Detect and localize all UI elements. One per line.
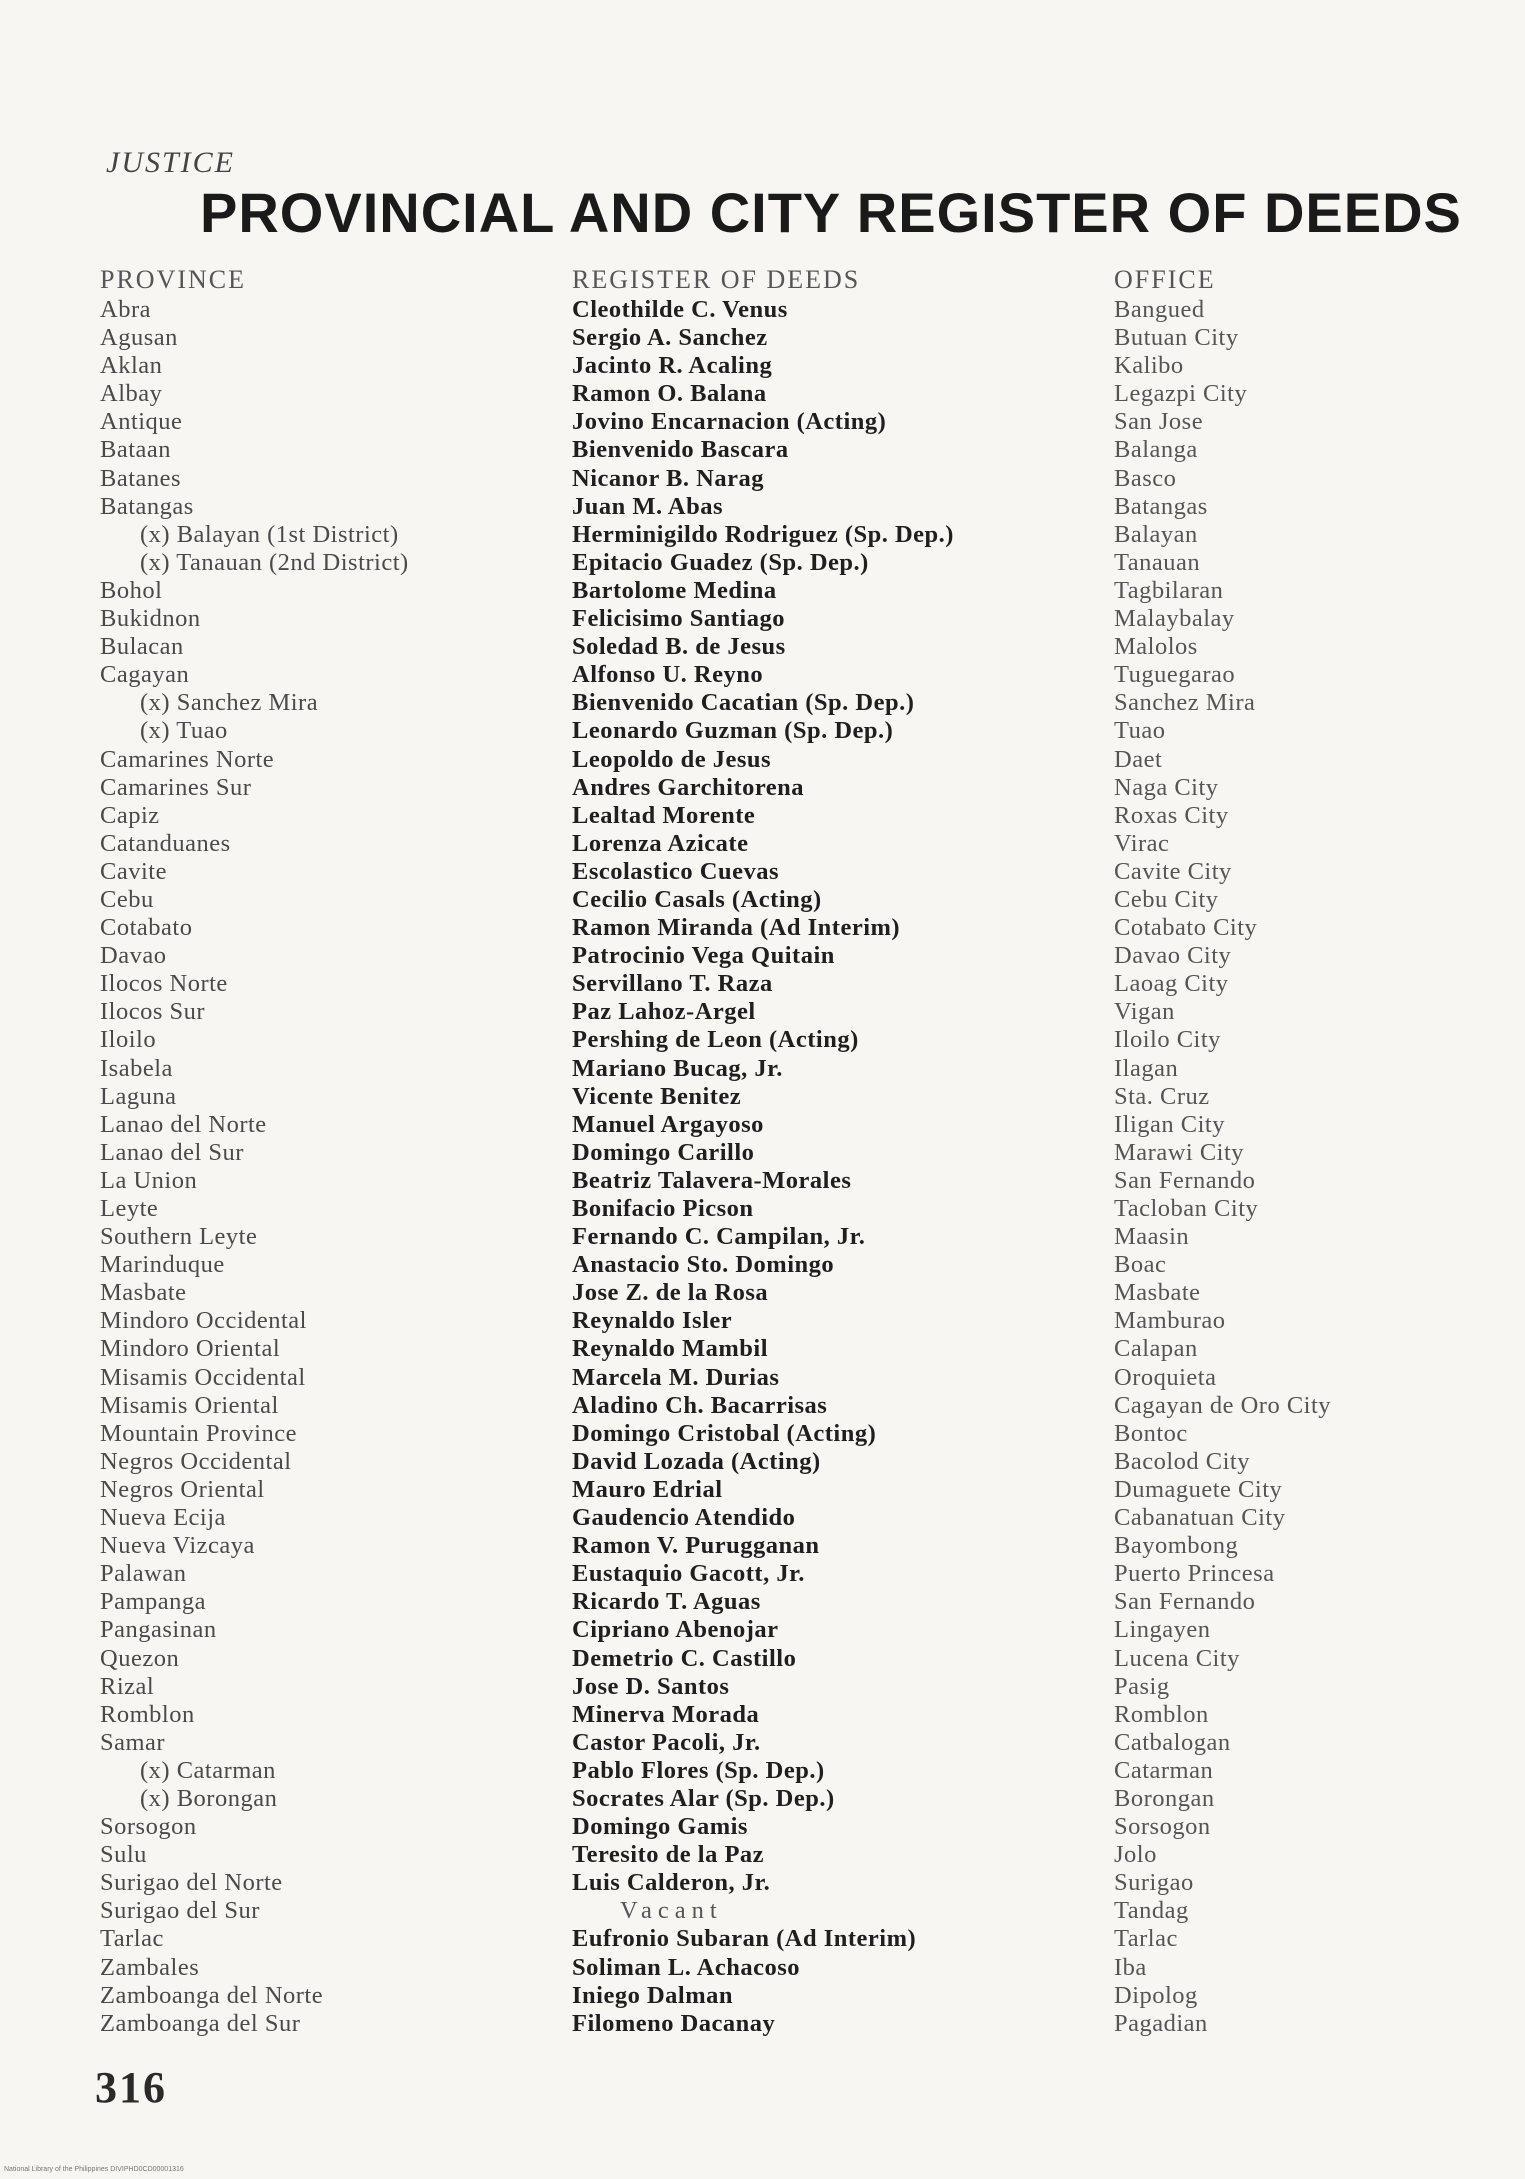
register-cell: Escolastico Cuevas bbox=[572, 857, 780, 885]
province-cell: Bohol bbox=[100, 576, 163, 604]
province-cell: Cebu bbox=[100, 885, 154, 913]
office-cell: Sanchez Mira bbox=[1114, 689, 1256, 717]
office-cell: Basco bbox=[1114, 464, 1177, 492]
register-list bbox=[572, 296, 1102, 2038]
province-cell: Negros Oriental bbox=[100, 1475, 265, 1503]
office-cell: Malaybalay bbox=[1114, 605, 1235, 633]
province-cell: Masbate bbox=[100, 1279, 187, 1307]
province-cell: Lanao del Sur bbox=[100, 1138, 244, 1166]
register-cell: Demetrio C. Castillo bbox=[572, 1644, 797, 1672]
register-cell: Leonardo Guzman (Sp. Dep.) bbox=[572, 717, 894, 745]
office-cell: Butuan City bbox=[1114, 324, 1239, 352]
register-cell: Eustaquio Gacott, Jr. bbox=[572, 1560, 805, 1588]
province-cell: (x) Balayan (1st District) bbox=[140, 520, 399, 548]
register-cell: Teresito de la Paz bbox=[572, 1841, 765, 1869]
office-cell: Romblon bbox=[1114, 1700, 1209, 1728]
office-cell: Bayombong bbox=[1114, 1532, 1239, 1560]
province-cell: Camarines Sur bbox=[100, 773, 252, 801]
office-cell: Iba bbox=[1114, 1953, 1147, 1981]
office-cell: Bangued bbox=[1114, 296, 1205, 323]
office-cell: Surigao bbox=[1114, 1869, 1194, 1897]
province-cell: Pampanga bbox=[100, 1588, 207, 1616]
office-cell: San Jose bbox=[1114, 408, 1204, 436]
province-cell: Ilocos Sur bbox=[100, 998, 206, 1026]
register-cell: Soliman L. Achacoso bbox=[572, 1953, 800, 1981]
office-cell: Balanga bbox=[1114, 436, 1198, 464]
province-cell: Aklan bbox=[100, 352, 163, 380]
office-cell: Legazpi City bbox=[1114, 380, 1248, 408]
register-cell: Cipriano Abenojar bbox=[572, 1616, 779, 1644]
office-cell: Laoag City bbox=[1114, 970, 1229, 998]
province-cell: Zambales bbox=[100, 1953, 200, 1981]
office-cell: Masbate bbox=[1114, 1279, 1201, 1307]
province-cell: Nueva Ecija bbox=[100, 1504, 226, 1532]
register-cell: Eufronio Subaran (Ad Interim) bbox=[572, 1925, 917, 1953]
register-cell: Ramon Miranda (Ad Interim) bbox=[572, 914, 901, 942]
register-cell: Jacinto R. Acaling bbox=[572, 352, 773, 380]
register-cell: Bienvenido Cacatian (Sp. Dep.) bbox=[572, 689, 915, 717]
office-cell: Tuao bbox=[1114, 717, 1166, 745]
office-list bbox=[1114, 296, 1514, 2038]
province-cell: Rizal bbox=[100, 1672, 155, 1700]
province-cell: Romblon bbox=[100, 1700, 195, 1728]
office-cell: Cotabato City bbox=[1114, 914, 1258, 942]
office-cell: Dumaguete City bbox=[1114, 1475, 1283, 1503]
province-cell: Mountain Province bbox=[100, 1419, 297, 1447]
province-cell: Ilocos Norte bbox=[100, 970, 228, 998]
register-column-header: REGISTER OF DEEDS bbox=[572, 265, 861, 294]
office-cell: Puerto Princesa bbox=[1114, 1560, 1275, 1588]
province-cell: Isabela bbox=[100, 1054, 173, 1082]
register-cell: Socrates Alar (Sp. Dep.) bbox=[572, 1784, 835, 1812]
office-column bbox=[1114, 264, 1514, 2038]
office-cell: Bacolod City bbox=[1114, 1447, 1250, 1475]
office-cell: Tandag bbox=[1114, 1897, 1189, 1925]
province-cell: Quezon bbox=[100, 1644, 180, 1672]
office-cell: Balayan bbox=[1114, 520, 1198, 548]
province-cell: Abra bbox=[100, 296, 151, 323]
office-cell: Borongan bbox=[1114, 1784, 1215, 1812]
register-cell: Soledad B. de Jesus bbox=[572, 633, 786, 661]
province-cell: Batanes bbox=[100, 464, 182, 492]
footer-note: National Library of the Philippines DIVIPHD0CD00001316 bbox=[4, 2166, 184, 2173]
province-cell: Southern Leyte bbox=[100, 1223, 258, 1251]
office-cell: Davao City bbox=[1114, 942, 1232, 970]
province-column-header: PROVINCE bbox=[100, 265, 247, 294]
office-cell: Boac bbox=[1114, 1251, 1167, 1279]
register-cell: Bartolome Medina bbox=[572, 576, 777, 604]
office-cell: Cabanatuan City bbox=[1114, 1504, 1286, 1532]
province-cell: Mindoro Occidental bbox=[100, 1307, 307, 1335]
office-cell: Lingayen bbox=[1114, 1616, 1211, 1644]
register-cell: Cleothilde C. Venus bbox=[572, 296, 788, 323]
register-cell: Pershing de Leon (Acting) bbox=[572, 1026, 859, 1054]
province-cell: Zamboanga del Sur bbox=[100, 2009, 301, 2037]
province-cell: Misamis Occidental bbox=[100, 1363, 306, 1391]
province-cell: Zamboanga del Norte bbox=[100, 1981, 324, 2009]
register-cell: Jose Z. de la Rosa bbox=[572, 1279, 769, 1307]
province-cell: Cagayan bbox=[100, 661, 190, 689]
province-cell: Marinduque bbox=[100, 1251, 225, 1279]
office-cell: Cavite City bbox=[1114, 857, 1232, 885]
province-cell: Capiz bbox=[100, 801, 160, 829]
office-cell: Lucena City bbox=[1114, 1644, 1240, 1672]
province-cell: Laguna bbox=[100, 1082, 177, 1110]
register-cell: Beatriz Talavera-Morales bbox=[572, 1166, 852, 1194]
province-cell: Surigao del Norte bbox=[100, 1869, 283, 1897]
register-cell: Fernando C. Campilan, Jr. bbox=[572, 1223, 866, 1251]
register-cell: Leopoldo de Jesus bbox=[572, 745, 772, 773]
register-cell: Marcela M. Durias bbox=[572, 1363, 780, 1391]
office-cell: Iligan City bbox=[1114, 1110, 1225, 1138]
register-cell: Vicente Benitez bbox=[572, 1082, 742, 1110]
register-cell: Manuel Argayoso bbox=[572, 1110, 764, 1138]
office-cell: Oroquieta bbox=[1114, 1363, 1217, 1391]
province-cell: Cavite bbox=[100, 857, 167, 885]
register-cell: Bonifacio Picson bbox=[572, 1195, 754, 1222]
office-cell: Tagbilaran bbox=[1114, 576, 1224, 604]
register-cell: Castor Pacoli, Jr. bbox=[572, 1728, 761, 1756]
province-list bbox=[100, 296, 570, 2038]
province-cell: Tarlac bbox=[100, 1925, 164, 1953]
province-cell: Bukidnon bbox=[100, 605, 201, 633]
register-cell: Bienvenido Bascara bbox=[572, 436, 789, 464]
register-cell: Pablo Flores (Sp. Dep.) bbox=[572, 1756, 825, 1784]
register-cell: Iniego Dalman bbox=[572, 1981, 734, 2009]
register-cell: Ramon V. Purugganan bbox=[572, 1532, 820, 1560]
register-cell: Anastacio Sto. Domingo bbox=[572, 1251, 835, 1279]
register-cell: Felicisimo Santiago bbox=[572, 605, 785, 633]
office-cell: Jolo bbox=[1114, 1841, 1157, 1869]
province-cell: Negros Occidental bbox=[100, 1447, 292, 1475]
office-cell: Iloilo City bbox=[1114, 1026, 1221, 1054]
office-cell: Sta. Cruz bbox=[1114, 1082, 1210, 1110]
province-cell: (x) Borongan bbox=[140, 1784, 278, 1812]
province-cell: (x) Tanauan (2nd District) bbox=[140, 548, 409, 576]
province-cell: Palawan bbox=[100, 1560, 187, 1588]
register-cell: Gaudencio Atendido bbox=[572, 1504, 796, 1532]
register-cell: Reynaldo Mambil bbox=[572, 1335, 769, 1363]
province-cell: Bulacan bbox=[100, 633, 184, 661]
register-cell: Lealtad Morente bbox=[572, 801, 756, 829]
office-cell: Tanauan bbox=[1114, 548, 1201, 576]
office-cell: Ilagan bbox=[1114, 1054, 1179, 1082]
register-cell: Minerva Morada bbox=[572, 1700, 760, 1728]
office-column-header: OFFICE bbox=[1114, 265, 1216, 294]
office-cell: Cebu City bbox=[1114, 885, 1219, 913]
province-cell: Catanduanes bbox=[100, 829, 231, 857]
office-cell: Tuguegarao bbox=[1114, 661, 1236, 689]
province-cell: Davao bbox=[100, 942, 167, 970]
office-cell: Malolos bbox=[1114, 633, 1198, 661]
province-cell: Batangas bbox=[100, 492, 194, 520]
office-cell: Tacloban City bbox=[1114, 1195, 1259, 1222]
province-cell: Nueva Vizcaya bbox=[100, 1532, 255, 1560]
register-cell: Ramon O. Balana bbox=[572, 380, 767, 408]
register-cell: Vacant bbox=[620, 1897, 723, 1925]
province-cell: Surigao del Sur bbox=[100, 1897, 260, 1925]
register-cell: Luis Calderon, Jr. bbox=[572, 1869, 771, 1897]
office-cell: Catbalogan bbox=[1114, 1728, 1231, 1756]
register-cell: Alfonso U. Reyno bbox=[572, 661, 764, 689]
province-cell: Antique bbox=[100, 408, 183, 436]
office-cell: Cagayan de Oro City bbox=[1114, 1391, 1332, 1419]
province-cell: Agusan bbox=[100, 324, 178, 352]
office-cell: Bontoc bbox=[1114, 1419, 1188, 1447]
province-cell: Camarines Norte bbox=[100, 745, 275, 773]
register-cell: Mariano Bucag, Jr. bbox=[572, 1054, 783, 1082]
office-cell: Tarlac bbox=[1114, 1925, 1178, 1953]
office-cell: Vigan bbox=[1114, 998, 1175, 1026]
register-cell: Jose D. Santos bbox=[572, 1672, 730, 1700]
office-cell: Dipolog bbox=[1114, 1981, 1198, 2009]
register-cell: Epitacio Guadez (Sp. Dep.) bbox=[572, 548, 869, 576]
province-cell: (x) Tuao bbox=[140, 717, 228, 745]
register-cell: Ricardo T. Aguas bbox=[572, 1588, 761, 1616]
register-cell: Herminigildo Rodriguez (Sp. Dep.) bbox=[572, 520, 954, 548]
register-cell: Andres Garchitorena bbox=[572, 773, 805, 801]
office-cell: San Fernando bbox=[1114, 1588, 1256, 1616]
province-cell: Mindoro Oriental bbox=[100, 1335, 281, 1363]
province-cell: Iloilo bbox=[100, 1026, 157, 1054]
office-cell: Calapan bbox=[1114, 1335, 1198, 1363]
register-cell: Reynaldo Isler bbox=[572, 1307, 733, 1335]
register-cell: Domingo Cristobal (Acting) bbox=[572, 1419, 877, 1447]
province-cell: Bataan bbox=[100, 436, 172, 464]
province-cell: Misamis Oriental bbox=[100, 1391, 279, 1419]
province-cell: Sorsogon bbox=[100, 1813, 197, 1841]
province-cell: Pangasinan bbox=[100, 1616, 217, 1644]
section-label: JUSTICE bbox=[106, 146, 235, 179]
province-cell: Albay bbox=[100, 380, 163, 408]
office-cell: Kalibo bbox=[1114, 352, 1184, 380]
register-cell: Aladino Ch. Bacarrisas bbox=[572, 1391, 828, 1419]
office-cell: Marawi City bbox=[1114, 1138, 1245, 1166]
office-cell: San Fernando bbox=[1114, 1166, 1256, 1194]
province-cell: (x) Sanchez Mira bbox=[140, 689, 319, 717]
office-cell: Virac bbox=[1114, 829, 1170, 857]
page-number: 316 bbox=[95, 2063, 167, 2112]
register-cell: Sergio A. Sanchez bbox=[572, 324, 768, 352]
province-cell: Sulu bbox=[100, 1841, 147, 1869]
province-cell: Lanao del Norte bbox=[100, 1110, 267, 1138]
register-cell: Domingo Gamis bbox=[572, 1813, 748, 1841]
register-cell: Paz Lahoz-Argel bbox=[572, 998, 756, 1026]
office-cell: Naga City bbox=[1114, 773, 1219, 801]
register-cell: Cecilio Casals (Acting) bbox=[572, 885, 822, 913]
province-column bbox=[100, 264, 570, 2038]
province-cell: La Union bbox=[100, 1166, 198, 1194]
register-cell: Domingo Carillo bbox=[572, 1138, 755, 1166]
register-cell: Servillano T. Raza bbox=[572, 970, 773, 998]
page-title: PROVINCIAL AND CITY REGISTER OF DEEDS bbox=[200, 181, 1462, 244]
province-cell: Cotabato bbox=[100, 914, 193, 942]
register-column bbox=[572, 264, 1102, 2038]
register-cell: Lorenza Azicate bbox=[572, 829, 749, 857]
office-cell: Pagadian bbox=[1114, 2009, 1208, 2037]
office-cell: Daet bbox=[1114, 745, 1163, 773]
register-cell: Patrocinio Vega Quitain bbox=[572, 942, 835, 970]
register-cell: Juan M. Abas bbox=[572, 492, 724, 520]
province-cell: Leyte bbox=[100, 1195, 159, 1222]
office-cell: Mamburao bbox=[1114, 1307, 1226, 1335]
register-cell: Nicanor B. Narag bbox=[572, 464, 764, 492]
office-cell: Pasig bbox=[1114, 1672, 1170, 1700]
register-cell: Filomeno Dacanay bbox=[572, 2009, 776, 2037]
register-cell: Jovino Encarnacion (Acting) bbox=[572, 408, 887, 436]
office-cell: Catarman bbox=[1114, 1756, 1214, 1784]
province-cell: Samar bbox=[100, 1728, 166, 1756]
office-cell: Batangas bbox=[1114, 492, 1208, 520]
office-cell: Roxas City bbox=[1114, 801, 1229, 829]
office-cell: Sorsogon bbox=[1114, 1813, 1211, 1841]
office-cell: Maasin bbox=[1114, 1223, 1190, 1251]
province-cell: (x) Catarman bbox=[140, 1756, 276, 1784]
register-cell: David Lozada (Acting) bbox=[572, 1447, 821, 1475]
register-cell: Mauro Edrial bbox=[572, 1475, 723, 1503]
